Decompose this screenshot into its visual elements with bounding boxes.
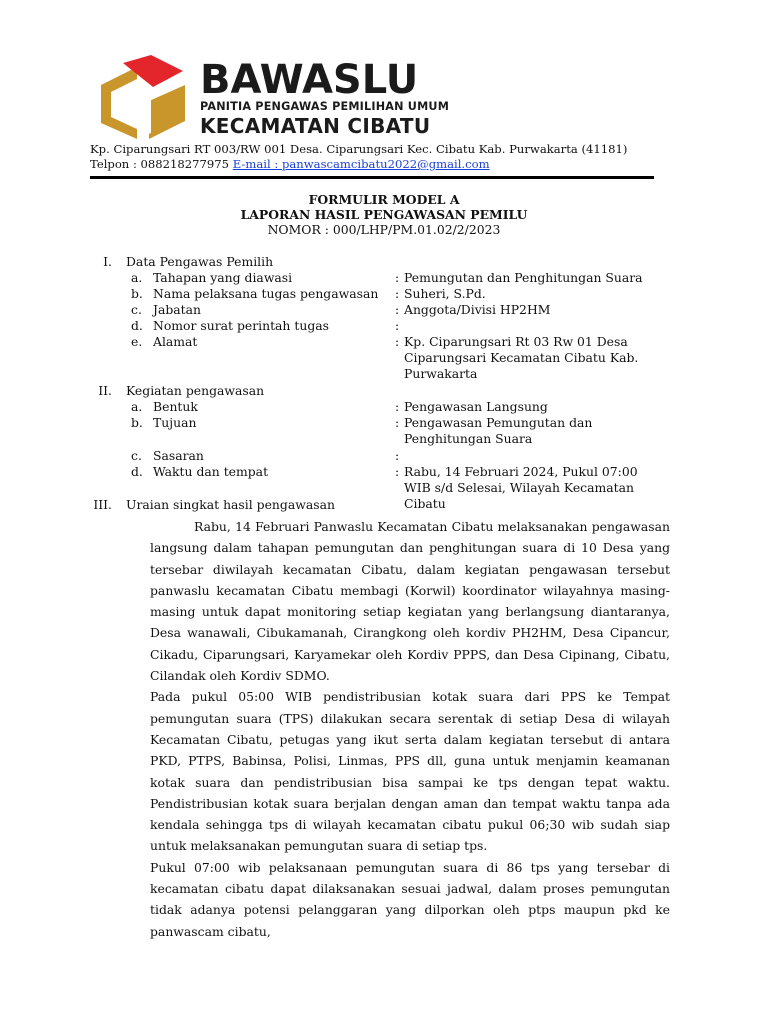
field-label: Waktu dan tempat [153, 464, 269, 479]
field-label: Tujuan [153, 415, 197, 430]
field-value: Anggota/Divisi HP2HM [404, 302, 551, 317]
document-heading [90, 192, 678, 237]
field-key: b. [131, 415, 143, 430]
letterhead-brand [200, 58, 600, 138]
narrative-paragraph: Pada pukul 05:00 WIB pendistribusian kotak suara dari PPS ke Tempat pemungutan suara (TPS) dilakukan secara serentak di setiap Desa di wilayah Kecamatan Cibatu, petugas yang ikut serta dalam kegiatan tersebut di antara PKD, PTPS, Babinsa, Polisi, Linmas, PPS dll, guna untuk menjamin keamanan kotak suara dan pendistribusian bisa sampai ke tps dengan tepat waktu. Pendistribusian kotak suara berjalan dengan aman dan tempat waktu tanpa ada kendala sehingga tps di wilayah kecamatan cibatu pukul 06;30 wib sudah siap untuk melaksanakan pemungutan suara di setiap tps. [150, 689, 670, 854]
field-key: b. [131, 286, 143, 301]
section-title: Uraian singkat hasil pengawasan [126, 497, 335, 512]
field-value: Pengawasan Pemungutan dan Penghitungan Suara [404, 415, 593, 447]
form-title: FORMULIR MODEL A [308, 192, 460, 207]
section-title: Data Pengawas Pemilih [126, 254, 274, 269]
narrative-body [150, 516, 670, 942]
field-value: Pengawasan Langsung [404, 399, 548, 414]
field-value: Rabu, 14 Februari 2024, Pukul 07:00 WIB s/d Selesai, Wilayah Kecamatan Cibatu [404, 464, 638, 512]
field-value: Suheri, S.Pd. [404, 286, 486, 301]
field-colon: : [395, 270, 400, 285]
letterhead-address-block [90, 142, 627, 172]
field-label: Bentuk [153, 399, 198, 414]
bawaslu-logo-icon [93, 55, 193, 141]
field-colon: : [395, 286, 400, 301]
field-label: Sasaran [153, 448, 204, 463]
field-key: c. [131, 448, 142, 463]
field-colon: : [395, 318, 400, 333]
org-name: BAWASLU [200, 57, 419, 103]
field-colon: : [395, 399, 400, 414]
org-subtitle: PANITIA PENGAWAS PEMILIHAN UMUM [200, 100, 450, 113]
field-label: Jabatan [153, 302, 202, 317]
field-label: Tahapan yang diawasi [153, 270, 293, 285]
field-value: Pemungutan dan Penghitungan Suara [404, 270, 643, 285]
section-numeral: III. [93, 497, 112, 512]
field-colon: : [395, 302, 400, 317]
field-key: c. [131, 302, 142, 317]
field-value: Kp. Ciparungsari Rt 03 Rw 01 Desa Ciparungsari Kecamatan Cibatu Kab. Purwakarta [404, 334, 639, 382]
org-district: KECAMATAN CIBATU [200, 114, 431, 138]
narrative-paragraph: Pukul 07:00 wib pelaksanaan pemungutan suara di 86 tps yang tersebar di kecamatan cibatu dapat dilaksanakan sesuai jadwal, dalam proses pemungutan tidak adanya potensi pelanggaran yang dilporkan oleh ptps maupun pkd ke panwascam cibatu, [150, 859, 670, 939]
field-key: d. [131, 318, 143, 333]
field-key: d. [131, 464, 143, 479]
narrative-paragraph: Rabu, 14 Februari Panwaslu Kecamatan Cibatu melaksanakan pengawasan langsung dalam tahapan pemungutan dan penghitungan suara di 10 Desa yang tersebar diwilayah kecamatan Cibatu, dalam kegiatan pengawasan tersebut panwaslu kecamatan Cibatu membagi (Korwil) koordinator wilayahnya masing-masing untuk dapat monitoring setiap kegiatan yang berlangsung diantaranya, Desa wanawali, Cibukamanah, Cirangkong oleh kordiv PH2HM, Desa Cipancur, Cikadu, Ciparungsari, Karyamekar oleh Kordiv PPPS, dan Desa Cipinang, Cibatu, Cilandak oleh Kordiv SDMO. [150, 519, 670, 684]
section-numeral: II. [98, 383, 112, 398]
field-label: Nama pelaksana tugas pengawasan [153, 286, 379, 301]
letterhead-divider [90, 176, 654, 179]
field-key: a. [131, 270, 143, 285]
email-link[interactable]: E-mail : panwascamcibatu2022@gmail.com [232, 157, 490, 171]
field-label: Alamat [153, 334, 198, 349]
section-title: Kegiatan pengawasan [126, 383, 265, 398]
field-label: Nomor surat perintah tugas [153, 318, 329, 333]
report-number: NOMOR : 000/LHP/PM.01.02/2/2023 [267, 222, 501, 237]
section-numeral: I. [103, 254, 112, 269]
phone-text: Telpon : 088218277975 [90, 157, 230, 171]
field-key: e. [131, 334, 143, 349]
field-key: a. [131, 399, 143, 414]
field-colon: : [395, 415, 400, 430]
report-title: LAPORAN HASIL PENGAWASAN PEMILU [240, 207, 528, 222]
contact-line [90, 157, 627, 172]
field-colon: : [395, 334, 400, 349]
address-line: Kp. Ciparungsari RT 003/RW 001 Desa. Ciparungsari Kec. Cibatu Kab. Purwakarta (41181) [90, 142, 628, 156]
field-colon: : [395, 448, 400, 463]
field-colon: : [395, 464, 400, 479]
